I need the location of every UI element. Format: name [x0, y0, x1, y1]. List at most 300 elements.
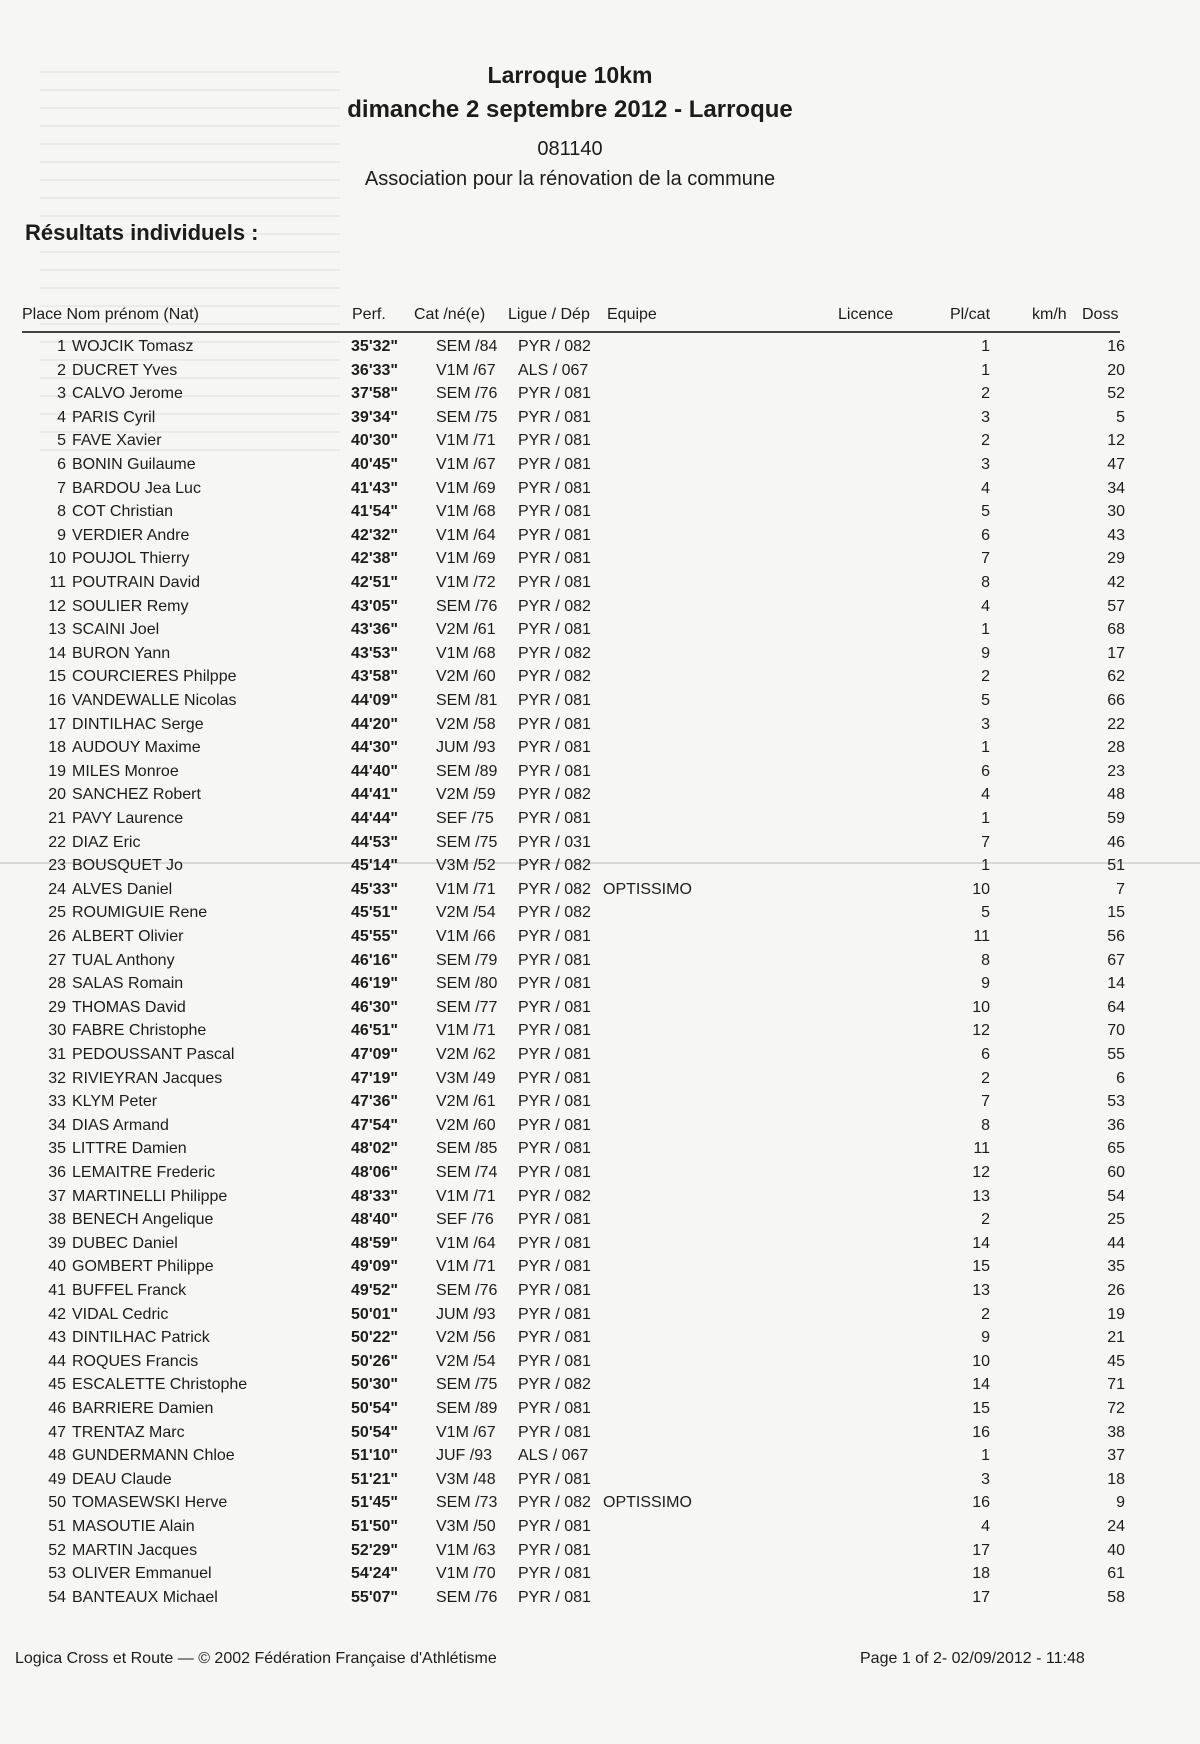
cell-category: SEM /75: [436, 833, 498, 851]
cell-place: 34: [48, 1116, 66, 1134]
cell-place-in-category: 18: [972, 1565, 990, 1583]
cell-category: V2M /62: [436, 1046, 496, 1063]
cell-place-in-category: 1: [981, 739, 990, 757]
cell-ligue: PYR / 081: [518, 762, 591, 780]
table-row: [0, 1188, 1200, 1211]
cell-category: SEM /80: [436, 975, 498, 993]
cell-perf: 43'05": [351, 597, 398, 615]
cell-category: SEF /76: [436, 1211, 494, 1229]
cell-place-in-category: 16: [972, 1423, 990, 1441]
cell-category: V1M /71: [436, 880, 496, 898]
cell-place: 52: [48, 1541, 66, 1559]
cell-name: DINTILHAC Serge: [72, 715, 204, 733]
cell-place-in-category: 5: [981, 692, 990, 709]
table-row: [0, 1282, 1200, 1305]
cell-bib: 26: [1107, 1282, 1125, 1299]
footer-page-info: Page 1 of 2- 02/09/2012 - 11:48: [860, 1650, 1085, 1667]
cell-perf: 47'19": [351, 1069, 398, 1087]
cell-place-in-category: 8: [981, 951, 990, 969]
header-rule: [22, 331, 1120, 333]
cell-bib: 45: [1107, 1352, 1125, 1370]
cell-bib: 66: [1107, 692, 1125, 709]
cell-bib: 55: [1107, 1046, 1125, 1063]
cell-name: BURON Yann: [72, 644, 171, 662]
cell-category: V1M /70: [436, 1565, 496, 1583]
cell-place: 3: [57, 385, 66, 403]
cell-name: MARTIN Jacques: [72, 1541, 198, 1559]
cell-ligue: PYR / 081: [518, 928, 591, 945]
cell-bib: 42: [1107, 574, 1125, 591]
table-row: [0, 1093, 1200, 1116]
cell-ligue: PYR / 081: [518, 1046, 591, 1063]
table-row: [0, 716, 1200, 739]
cell-place: 46: [48, 1400, 66, 1417]
cell-name: COT Christian: [72, 503, 174, 521]
cell-perf: 54'24": [351, 1565, 398, 1583]
cell-place: 31: [48, 1046, 66, 1063]
cell-perf: 50'01": [351, 1305, 398, 1323]
cell-place-in-category: 9: [981, 644, 990, 662]
cell-category: SEM /75: [436, 1376, 498, 1394]
cell-perf: 50'22": [351, 1329, 398, 1347]
cell-ligue: PYR / 081: [518, 1093, 591, 1111]
cell-name: POUJOL Thierry: [72, 550, 190, 568]
cell-perf: 44'40": [351, 762, 398, 780]
cell-place-in-category: 5: [981, 503, 990, 521]
cell-place: 41: [48, 1282, 66, 1299]
col-perf: Perf.: [352, 306, 386, 323]
cell-name: VANDEWALLE Nicolas: [72, 692, 237, 709]
col-place-name: Place Nom prénom (Nat): [22, 306, 199, 323]
cell-ligue: PYR / 081: [518, 1518, 591, 1535]
cell-name: COURCIERES Philppe: [72, 668, 237, 686]
table-row: [0, 999, 1200, 1022]
table-row: [0, 1589, 1200, 1612]
cell-category: V3M /48: [436, 1470, 496, 1488]
cell-category: V1M /69: [436, 479, 496, 497]
cell-bib: 67: [1107, 951, 1125, 969]
cell-place-in-category: 6: [981, 762, 990, 780]
cell-place: 40: [48, 1258, 66, 1276]
cell-name: FAVE Xavier: [72, 432, 162, 450]
cell-perf: 43'53": [351, 644, 398, 662]
cell-name: BARDOU Jea Luc: [72, 479, 201, 497]
table-row: [0, 598, 1200, 621]
cell-place-in-category: 8: [981, 574, 990, 591]
cell-ligue: PYR / 082: [518, 1494, 591, 1512]
cell-place: 13: [48, 621, 66, 639]
cell-ligue: PYR / 081: [518, 1164, 591, 1181]
table-row: [0, 456, 1200, 479]
table-row: [0, 904, 1200, 927]
cell-category: V1M /72: [436, 574, 496, 591]
cell-ligue: PYR / 081: [518, 810, 591, 827]
cell-category: V1M /68: [436, 503, 496, 521]
cell-perf: 48'06": [351, 1164, 398, 1181]
cell-perf: 44'44": [351, 810, 398, 827]
cell-place-in-category: 3: [981, 456, 990, 473]
cell-name: TOMASEWSKI Herve: [72, 1494, 228, 1512]
cell-place-in-category: 12: [972, 1164, 990, 1181]
cell-name: ALBERT Olivier: [72, 928, 184, 945]
cell-ligue: PYR / 081: [518, 975, 591, 993]
cell-name: RIVIEYRAN Jacques: [72, 1069, 223, 1087]
col-ligue: Ligue / Dép: [508, 306, 590, 323]
table-row: [0, 1494, 1200, 1517]
cell-place-in-category: 2: [981, 1069, 990, 1087]
cell-ligue: PYR / 081: [518, 1258, 591, 1276]
cell-ligue: PYR / 081: [518, 1234, 591, 1252]
cell-perf: 40'45": [351, 456, 398, 473]
cell-category: JUF /93: [436, 1447, 493, 1465]
cell-bib: 71: [1107, 1376, 1125, 1394]
table-row: [0, 1046, 1200, 1069]
cell-ligue: PYR / 081: [518, 432, 591, 450]
cell-perf: 41'43": [351, 479, 398, 497]
cell-ligue: PYR / 081: [518, 1282, 591, 1299]
cell-ligue: PYR / 081: [518, 1400, 591, 1417]
cell-perf: 47'36": [351, 1093, 398, 1111]
cell-name: THOMAS David: [72, 998, 186, 1016]
table-row: [0, 668, 1200, 691]
cell-ligue: PYR / 082: [518, 644, 591, 662]
cell-place-in-category: 6: [981, 526, 990, 544]
cell-place-in-category: 8: [981, 1116, 990, 1134]
cell-ligue: PYR / 081: [518, 739, 591, 757]
cell-bib: 15: [1107, 904, 1125, 922]
cell-perf: 48'59": [351, 1234, 398, 1252]
cell-category: V2M /54: [436, 904, 496, 922]
cell-bib: 44: [1107, 1234, 1125, 1252]
cell-place: 30: [48, 1022, 66, 1040]
cell-name: GOMBERT Philippe: [72, 1258, 214, 1276]
cell-perf: 45'14": [351, 857, 398, 875]
cell-place: 53: [48, 1565, 66, 1583]
cell-place: 2: [57, 361, 66, 379]
cell-place: 51: [48, 1518, 66, 1535]
table-row: [0, 1565, 1200, 1588]
cell-name: GUNDERMANN Chloe: [72, 1447, 235, 1465]
cell-place: 24: [48, 880, 66, 898]
cell-name: PAVY Laurence: [72, 810, 184, 827]
cell-place-in-category: 1: [981, 361, 990, 379]
cell-place-in-category: 17: [972, 1541, 990, 1559]
cell-perf: 41'54": [351, 503, 398, 521]
cell-perf: 52'29": [351, 1541, 398, 1559]
cell-name: BONIN Guilaume: [72, 456, 196, 473]
col-team: Equipe: [607, 306, 657, 323]
table-row: [0, 1518, 1200, 1541]
cell-ligue: PYR / 081: [518, 692, 591, 709]
cell-ligue: PYR / 081: [518, 526, 591, 544]
cell-ligue: PYR / 082: [518, 857, 591, 875]
cell-name: LITTRE Damien: [72, 1140, 187, 1158]
cell-name: WOJCIK Tomasz: [72, 338, 194, 355]
cell-category: V1M /64: [436, 1234, 496, 1252]
cell-ligue: PYR / 081: [518, 1352, 591, 1370]
cell-perf: 55'07": [351, 1588, 398, 1606]
cell-bib: 24: [1107, 1518, 1125, 1535]
table-row: [0, 834, 1200, 857]
col-plcat: Pl/cat: [950, 306, 991, 323]
cell-ligue: PYR / 082: [518, 880, 591, 898]
cell-ligue: PYR / 081: [518, 1211, 591, 1229]
cell-name: VERDIER Andre: [72, 526, 190, 544]
cell-place: 50: [48, 1494, 66, 1512]
cell-category: SEM /77: [436, 998, 498, 1016]
cell-name: FABRE Christophe: [72, 1022, 207, 1040]
cell-category: SEM /76: [436, 1282, 498, 1299]
cell-perf: 42'51": [351, 574, 398, 591]
cell-ligue: PYR / 081: [518, 479, 591, 497]
cell-name: KLYM Peter: [72, 1093, 158, 1111]
cell-perf: 44'41": [351, 786, 398, 804]
table-row: [0, 692, 1200, 715]
cell-place: 19: [48, 762, 66, 780]
cell-category: V1M /67: [436, 456, 496, 473]
cell-name: MASOUTIE Alain: [72, 1518, 195, 1535]
race-title: Larroque 10km: [487, 62, 653, 88]
cell-place-in-category: 1: [981, 810, 990, 827]
cell-place-in-category: 15: [972, 1400, 990, 1417]
cell-category: V3M /52: [436, 857, 496, 875]
cell-name: ESCALETTE Christophe: [72, 1376, 248, 1394]
col-kmh: km/h: [1032, 306, 1067, 323]
table-row: [0, 1376, 1200, 1399]
cell-perf: 48'33": [351, 1187, 398, 1205]
organizer: Association pour la rénovation de la commune: [364, 168, 776, 190]
cell-name: SANCHEZ Robert: [72, 786, 201, 804]
cell-place: 43: [48, 1329, 66, 1347]
cell-name: SCAINI Joel: [72, 621, 160, 639]
cell-ligue: PYR / 081: [518, 1140, 591, 1158]
cell-place: 14: [48, 644, 66, 662]
cell-category: SEM /89: [436, 762, 498, 780]
table-row: [0, 1353, 1200, 1376]
cell-place: 6: [57, 456, 66, 473]
cell-ligue: PYR / 081: [518, 1022, 591, 1040]
cell-perf: 44'30": [351, 739, 398, 757]
cell-ligue: PYR / 082: [518, 597, 591, 615]
cell-name: PEDOUSSANT Pascal: [72, 1046, 235, 1063]
cell-ligue: PYR / 081: [518, 503, 591, 521]
cell-perf: 43'58": [351, 668, 398, 686]
cell-bib: 52: [1107, 385, 1125, 403]
cell-place: 10: [48, 550, 66, 568]
cell-bib: 54: [1107, 1187, 1125, 1205]
cell-name: TUAL Anthony: [72, 951, 175, 969]
cell-bib: 61: [1107, 1565, 1125, 1583]
table-row: [0, 645, 1200, 668]
cell-category: V3M /50: [436, 1518, 496, 1535]
cell-place: 8: [57, 503, 66, 521]
cell-bib: 14: [1107, 975, 1125, 993]
table-row: [0, 409, 1200, 432]
cell-place-in-category: 14: [972, 1234, 990, 1252]
cell-category: V2M /58: [436, 715, 496, 733]
cell-name: PARIS Cyril: [72, 408, 156, 426]
table-row: [0, 527, 1200, 550]
cell-name: DUCRET Yves: [72, 361, 178, 379]
cell-place-in-category: 9: [981, 975, 990, 993]
cell-place: 5: [57, 432, 66, 450]
cell-perf: 46'51": [351, 1022, 398, 1040]
cell-category: V2M /60: [436, 1116, 496, 1134]
cell-ligue: PYR / 081: [518, 1470, 591, 1488]
cell-place-in-category: 2: [981, 432, 990, 450]
cell-category: V2M /60: [436, 668, 496, 686]
cell-ligue: PYR / 081: [518, 1329, 591, 1347]
cell-ligue: PYR / 082: [518, 786, 591, 804]
cell-category: SEM /85: [436, 1140, 498, 1158]
cell-place: 25: [48, 904, 66, 922]
cell-category: SEM /89: [436, 1400, 498, 1417]
cell-bib: 9: [1116, 1494, 1125, 1512]
cell-name: BANTEAUX Michael: [72, 1588, 218, 1606]
cell-category: V2M /61: [436, 1093, 496, 1111]
cell-place: 22: [48, 833, 66, 851]
cell-place-in-category: 2: [981, 668, 990, 686]
table-row: [0, 810, 1200, 833]
cell-place: 47: [48, 1423, 66, 1441]
cell-place-in-category: 4: [981, 479, 990, 497]
cell-place: 26: [48, 928, 66, 945]
cell-category: V2M /54: [436, 1352, 496, 1370]
cell-ligue: PYR / 081: [518, 1541, 591, 1559]
cell-ligue: PYR / 081: [518, 574, 591, 591]
cell-name: MARTINELLI Philippe: [72, 1187, 228, 1205]
cell-bib: 40: [1107, 1541, 1125, 1559]
cell-ligue: PYR / 082: [518, 1376, 591, 1394]
cell-bib: 20: [1107, 361, 1125, 379]
footer-software: Logica Cross et Route — © 2002 Fédération Française d'Athlétisme: [15, 1650, 497, 1667]
race-code: 081140: [537, 138, 603, 160]
cell-place: 27: [48, 951, 66, 969]
cell-place-in-category: 1: [981, 1447, 990, 1465]
cell-bib: 22: [1107, 715, 1125, 733]
cell-place-in-category: 13: [972, 1282, 990, 1299]
cell-bib: 72: [1107, 1400, 1125, 1417]
cell-bib: 36: [1107, 1116, 1125, 1134]
section-title: Résultats individuels :: [25, 220, 259, 245]
cell-place-in-category: 14: [972, 1376, 990, 1394]
cell-perf: 40'30": [351, 432, 398, 450]
cell-bib: 60: [1107, 1164, 1125, 1181]
table-row: [0, 952, 1200, 975]
cell-place: 35: [48, 1140, 66, 1158]
cell-place-in-category: 4: [981, 597, 990, 615]
cell-category: SEM /76: [436, 597, 498, 615]
cell-bib: 46: [1107, 833, 1125, 851]
table-row: [0, 1140, 1200, 1163]
cell-perf: 49'09": [351, 1258, 398, 1276]
cell-place: 7: [57, 479, 66, 497]
cell-name: ROQUES Francis: [72, 1352, 199, 1370]
table-row: [0, 621, 1200, 644]
table-row: [0, 1211, 1200, 1234]
cell-perf: 48'40": [351, 1211, 398, 1229]
cell-place-in-category: 7: [981, 1093, 990, 1111]
table-row: [0, 1329, 1200, 1352]
cell-category: V3M /49: [436, 1069, 496, 1087]
table-row: [0, 574, 1200, 597]
cell-perf: 50'54": [351, 1423, 398, 1441]
cell-ligue: PYR / 081: [518, 1069, 591, 1087]
cell-ligue: PYR / 081: [518, 1423, 591, 1441]
cell-perf: 43'36": [351, 621, 398, 639]
cell-place-in-category: 2: [981, 385, 990, 403]
cell-category: SEM /81: [436, 692, 498, 709]
cell-name: OLIVER Emmanuel: [72, 1565, 212, 1583]
table-row: [0, 1424, 1200, 1447]
col-licence: Licence: [838, 306, 894, 323]
cell-perf: 46'30": [351, 998, 398, 1016]
table-row: [0, 1471, 1200, 1494]
cell-name: SOULIER Remy: [72, 597, 189, 615]
table-row: [0, 1447, 1200, 1470]
cell-category: V1M /63: [436, 1541, 496, 1559]
cell-name: TRENTAZ Marc: [72, 1423, 185, 1441]
cell-perf: 39'34": [351, 408, 398, 426]
cell-ligue: PYR / 081: [518, 715, 591, 733]
cell-place: 32: [48, 1069, 66, 1087]
cell-name: ALVES Daniel: [72, 880, 173, 898]
cell-name: DUBEC Daniel: [72, 1234, 178, 1252]
cell-ligue: PYR / 082: [518, 1187, 591, 1205]
cell-perf: 51'45": [351, 1494, 398, 1512]
table-row: [0, 1117, 1200, 1140]
cell-category: JUM /93: [436, 1305, 496, 1323]
cell-perf: 51'50": [351, 1518, 398, 1535]
cell-place: 17: [48, 715, 66, 733]
cell-category: V1M /68: [436, 644, 496, 662]
cell-name: VIDAL Cedric: [72, 1305, 169, 1323]
cell-place: 9: [57, 526, 66, 544]
cell-ligue: PYR / 081: [518, 385, 591, 403]
cell-place-in-category: 2: [981, 1211, 990, 1229]
cell-place: 15: [48, 668, 66, 686]
cell-place-in-category: 1: [981, 338, 990, 355]
cell-place-in-category: 5: [981, 904, 990, 922]
cell-bib: 19: [1107, 1305, 1125, 1323]
cell-perf: 44'20": [351, 715, 398, 733]
cell-place: 36: [48, 1164, 66, 1181]
cell-place: 39: [48, 1234, 66, 1252]
cell-perf: 44'09": [351, 692, 398, 709]
cell-place-in-category: 10: [972, 880, 990, 898]
cell-place-in-category: 1: [981, 857, 990, 875]
cell-bib: 23: [1107, 762, 1125, 780]
cell-bib: 18: [1107, 1470, 1125, 1488]
cell-place: 23: [48, 857, 66, 875]
cell-ligue: PYR / 081: [518, 550, 591, 568]
table-row: [0, 1164, 1200, 1187]
cell-perf: 49'52": [351, 1282, 398, 1299]
cell-bib: 51: [1107, 857, 1125, 875]
cell-perf: 51'21": [351, 1470, 398, 1488]
cell-ligue: ALS / 067: [518, 1447, 589, 1465]
cell-category: V1M /69: [436, 550, 496, 568]
cell-category: V1M /66: [436, 928, 496, 945]
cell-bib: 65: [1107, 1140, 1125, 1158]
cell-place-in-category: 7: [981, 833, 990, 851]
cell-perf: 44'53": [351, 833, 398, 851]
table-row: [0, 928, 1200, 951]
cell-bib: 6: [1116, 1069, 1125, 1087]
cell-place-in-category: 10: [972, 1352, 990, 1370]
cell-place: 49: [48, 1470, 66, 1488]
cell-bib: 38: [1107, 1423, 1125, 1441]
